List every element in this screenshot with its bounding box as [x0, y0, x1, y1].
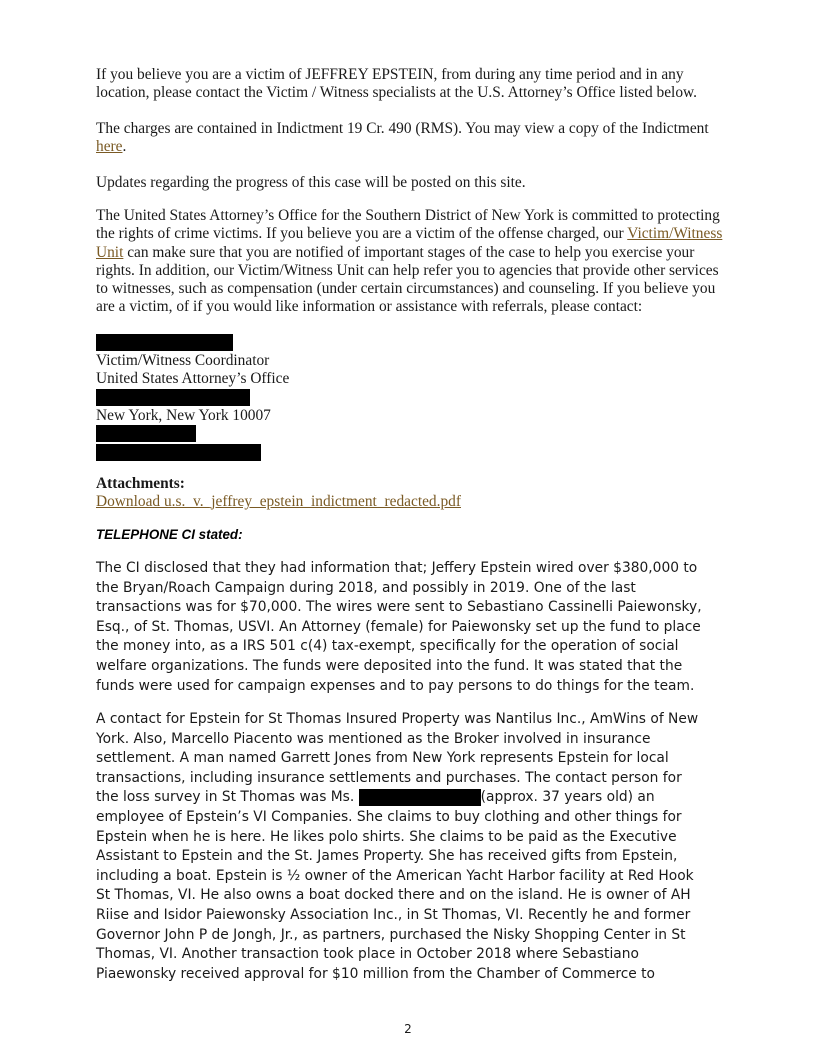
- page-number: 2: [404, 1022, 412, 1036]
- updates-paragraph: Updates regarding the progress of this case will be posted on this site.: [96, 174, 526, 191]
- download-attachment-link[interactable]: Download u.s._v._jeffrey_epstein_indictment_redacted.pdf: [96, 493, 461, 511]
- victim-rights-paragraph: The United States Attorney’s Office for the Southern District of New York is committed to protecting the rights of crime victims. If you believe you are a victim of the offense charged, our Victim/Witness Unit can make sure that you are notified of important stages of the case to help you exercise your rights. In addition, our Victim/Witness Unit can help refer you to agencies that provide other services to witnesses, such as compensation (under certain circumstances) and counseling. If you believe you are a victim, of if you would like information or assistance with referrals, please contact:: [96, 207, 723, 316]
- redaction-box: [96, 334, 233, 351]
- indictment-link[interactable]: here: [96, 138, 123, 156]
- city-line: New York, New York 10007: [96, 407, 271, 424]
- attachments-heading: Attachments:: [96, 475, 185, 492]
- intro-paragraph: If you believe you are a victim of JEFFREY EPSTEIN, from during any time period and in any location, please contact the Victim / Witness specialists at the U.S. Attorney’s Office listed below.: [96, 66, 697, 102]
- attachments-section: [96, 475, 756, 512]
- telephone-ci-heading: TELEPHONE CI stated:: [96, 527, 243, 542]
- ci-paragraph-2: A contact for Epstein for St Thomas Insured Property was Nantilus Inc., AmWins of New York. Also, Marcello Piacento was mentioned as the Broker involved in insurance settlement. A man named Garrett Jones from New York represents Epstein for local transactions, including insurance settlements and purchases. The contact person for the loss survey in St Thomas was Ms. (approx. 37 years old) an employee of Epstein’s VI Companies. She claims to buy clothing and other things for Epstein when he is here. He likes polo shirts. She claims to be paid as the Executive Assistant to Epstein and the St. James Property. She has received gifts from Epstein, including a boat. Epstein is ½ owner of the American Yacht Harbor facility at Red Hook St Thomas, VI. He also owns a boat docked there and on the island. He is owner of AH Riise and Isidor Paiewonsky Association Inc., in St Thomas, VI. Recently he and former Governor John P de Jongh, Jr., as partners, purchased the Nisky Shopping Center in St Thomas, VI. Another transaction took place in October 2018 where Sebastiano Piaewonsky received approval for $10 million from the Chamber of Commerce to: [96, 711, 699, 982]
- victim-witness-link[interactable]: Victim/Witness: [627, 225, 723, 243]
- charges-paragraph: The charges are contained in Indictment 19 Cr. 490 (RMS). You may view a copy of the Indictment here.: [96, 120, 709, 156]
- coordinator-address: Victim/Witness Coordinator United States Attorney’s Office: [96, 352, 290, 388]
- victim-witness-link-cont[interactable]: Unit: [96, 243, 124, 261]
- ci-paragraph-1: The CI disclosed that they had information that; Jeffery Epstein wired over $380,000 to the Bryan/Roach Campaign during 2018, and possibly in 2019. One of the last transactions was for $70,000. The wires were sent to Sebastiano Cassinelli Paiewonsky, Esq., of St. Thomas, USVI. An Attorney (female) for Paiewonsky set up the fund to place the money into, as a IRS 501 c(4) tax-exempt, specifically for the operation of social welfare organizations. The funds were deposited into the fund. It was stated that the funds were used for campaign expenses and to pay persons to do things for the team.: [96, 560, 702, 694]
- redaction-box: [96, 425, 196, 442]
- redaction-box: [96, 389, 250, 406]
- redaction-box: [359, 789, 481, 806]
- redaction-box: [96, 444, 261, 461]
